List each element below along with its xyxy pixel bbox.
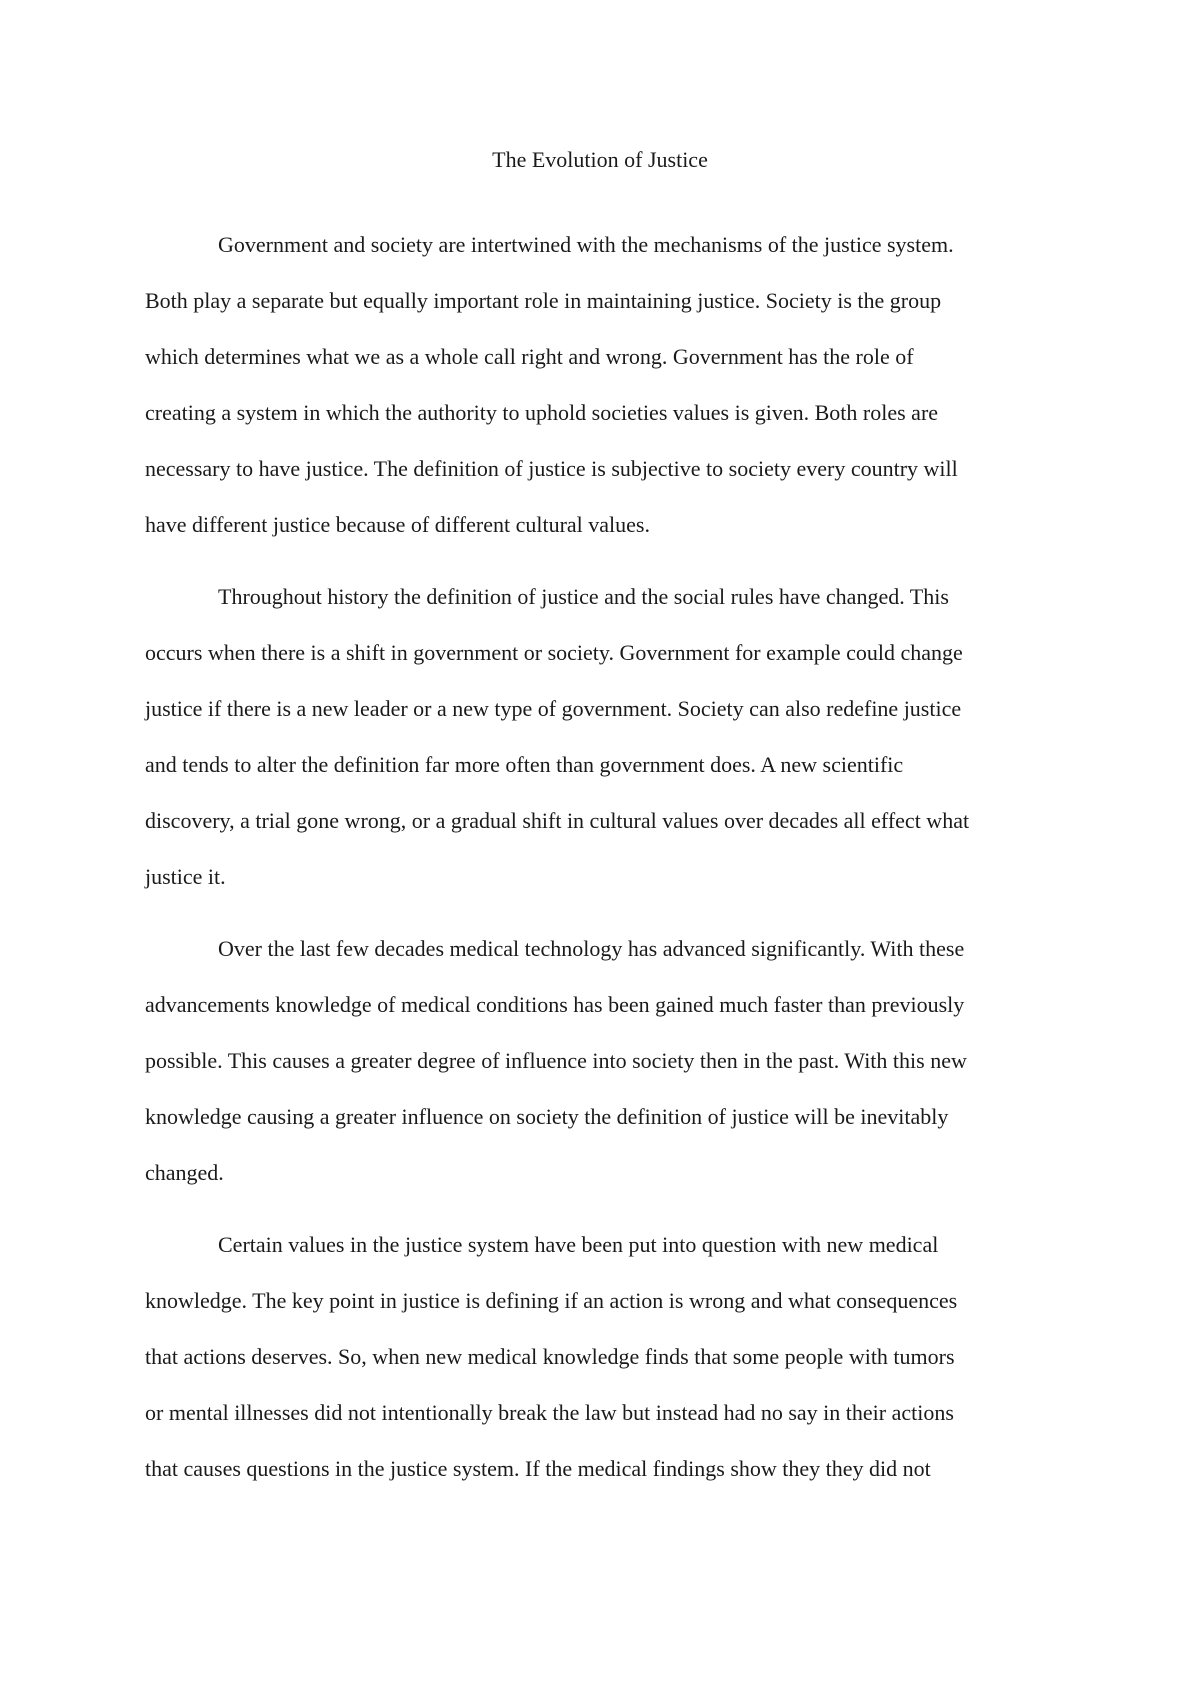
paragraph-line: occurs when there is a shift in government or society. Government for example could change: [145, 640, 963, 665]
paragraph-line: that causes questions in the justice system. If the medical findings show they they did not: [145, 1456, 931, 1481]
paragraph-line: Government and society are intertwined with the mechanisms of the justice system.: [218, 232, 954, 257]
paragraph-line: knowledge. The key point in justice is defining if an action is wrong and what consequences: [145, 1288, 958, 1313]
paragraph-line: advancements knowledge of medical conditions has been gained much faster than previously: [145, 992, 965, 1017]
paragraph-line: justice if there is a new leader or a new type of government. Society can also redefine justice: [145, 696, 962, 721]
paragraph-4: [145, 1217, 1065, 1497]
paragraph-line: necessary to have justice. The definition of justice is subjective to society every country will: [145, 456, 958, 481]
paragraph-1: [145, 217, 1065, 553]
document-title: The Evolution of Justice: [492, 147, 708, 172]
paragraph-line: discovery, a trial gone wrong, or a gradual shift in cultural values over decades all effect what: [145, 808, 970, 833]
paragraph-line: have different justice because of different cultural values.: [145, 512, 650, 537]
paragraph-line: justice it.: [145, 864, 226, 889]
paragraph-line: Throughout history the definition of justice and the social rules have changed. This: [218, 584, 949, 609]
paragraph-line: that actions deserves. So, when new medical knowledge finds that some people with tumors: [145, 1344, 955, 1369]
paragraph-line: Both play a separate but equally important role in maintaining justice. Society is the group: [145, 288, 942, 313]
paragraph-line: possible. This causes a greater degree of influence into society then in the past. With this new: [145, 1048, 967, 1073]
paragraph-line: or mental illnesses did not intentionally break the law but instead had no say in their actions: [145, 1400, 954, 1425]
paragraph-line: knowledge causing a greater influence on society the definition of justice will be inevitably: [145, 1104, 949, 1129]
paragraph-2: [145, 569, 1065, 905]
paragraph-line: which determines what we as a whole call right and wrong. Government has the role of: [145, 344, 914, 369]
paragraph-line: and tends to alter the definition far more often than government does. A new scientific: [145, 752, 904, 777]
paragraph-line: Over the last few decades medical technology has advanced significantly. With these: [218, 936, 965, 961]
paragraph-line: changed.: [145, 1160, 224, 1185]
paragraph-line: creating a system in which the authority to uphold societies values is given. Both roles are: [145, 400, 939, 425]
paragraph-line: Certain values in the justice system have been put into question with new medical: [218, 1232, 939, 1257]
paragraph-3: [145, 921, 1065, 1201]
document-body: [145, 217, 1065, 1513]
